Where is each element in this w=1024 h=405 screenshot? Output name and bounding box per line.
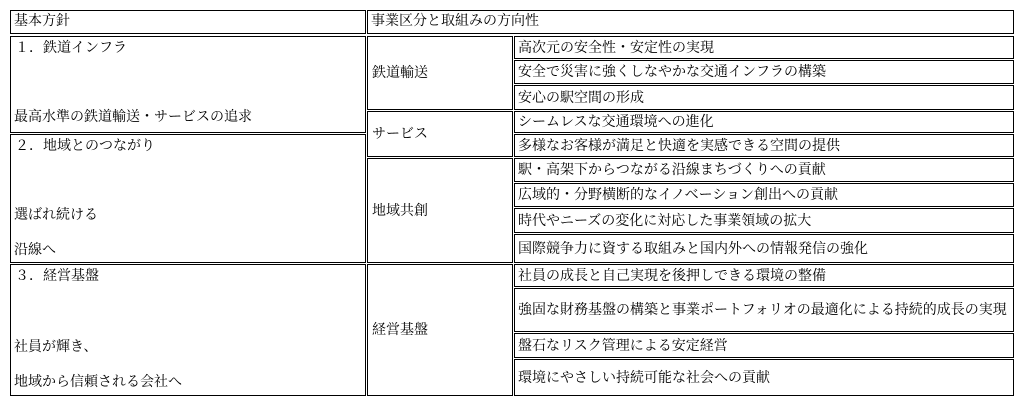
direction-item: 多様なお客様が満足と快適を実感できる空間の提供 xyxy=(514,134,1014,157)
category-railway-transport: 鉄道輸送 xyxy=(367,36,513,110)
policy-subtitle: 最高水準の鉄道輸送・サービスの追求 xyxy=(14,109,252,125)
direction-item: 強固な財務基盤の構築と事業ポートフォリオの最適化による持続的成長の実現 xyxy=(514,288,1014,332)
policy-railway-infrastructure xyxy=(10,36,366,133)
policy-subtitle: 選ばれ続ける xyxy=(14,207,98,223)
direction-item: 駅・高架下からつながる沿線まちづくりへの貢献 xyxy=(514,158,1014,182)
policy-subtitle: 社員が輝き、 xyxy=(14,339,98,355)
direction-item: 広域的・分野横断的なイノベーション創出への貢献 xyxy=(514,183,1014,207)
policy-title: ２．地域とのつながり xyxy=(15,138,155,154)
direction-item: 安全で災害に強くしなやかな交通インフラの構築 xyxy=(514,60,1014,84)
policy-management-foundation xyxy=(10,264,366,396)
direction-item: 高次元の安全性・安定性の実現 xyxy=(514,36,1014,59)
category-service: サービス xyxy=(367,111,513,157)
policy-title: １．鉄道インフラ xyxy=(15,40,127,56)
header-basic-policy: 基本方針 xyxy=(10,10,366,34)
direction-item: 国際競争力に資する取組みと国内外への情報発信の強化 xyxy=(514,234,1014,263)
direction-item: 盤石なリスク管理による安定経営 xyxy=(514,333,1014,358)
direction-item: 時代やニーズの変化に対応した事業領域の拡大 xyxy=(514,208,1014,233)
policy-regional-connection xyxy=(10,134,366,263)
policy-title: ３．経営基盤 xyxy=(15,268,99,284)
policy-subtitle: 地域から信頼される会社へ xyxy=(14,374,182,390)
header-business-direction: 事業区分と取組みの方向性 xyxy=(367,10,1014,34)
category-regional-co-creation: 地域共創 xyxy=(367,158,513,263)
direction-item: シームレスな交通環境への進化 xyxy=(514,111,1014,133)
direction-item: 社員の成長と自己実現を後押しできる環境の整備 xyxy=(514,264,1014,287)
category-management-foundation: 経営基盤 xyxy=(367,264,513,396)
policy-subtitle: 沿線へ xyxy=(14,242,56,258)
direction-item: 安心の駅空間の形成 xyxy=(514,85,1014,110)
direction-item: 環境にやさしい持続可能な社会への貢献 xyxy=(514,359,1014,396)
